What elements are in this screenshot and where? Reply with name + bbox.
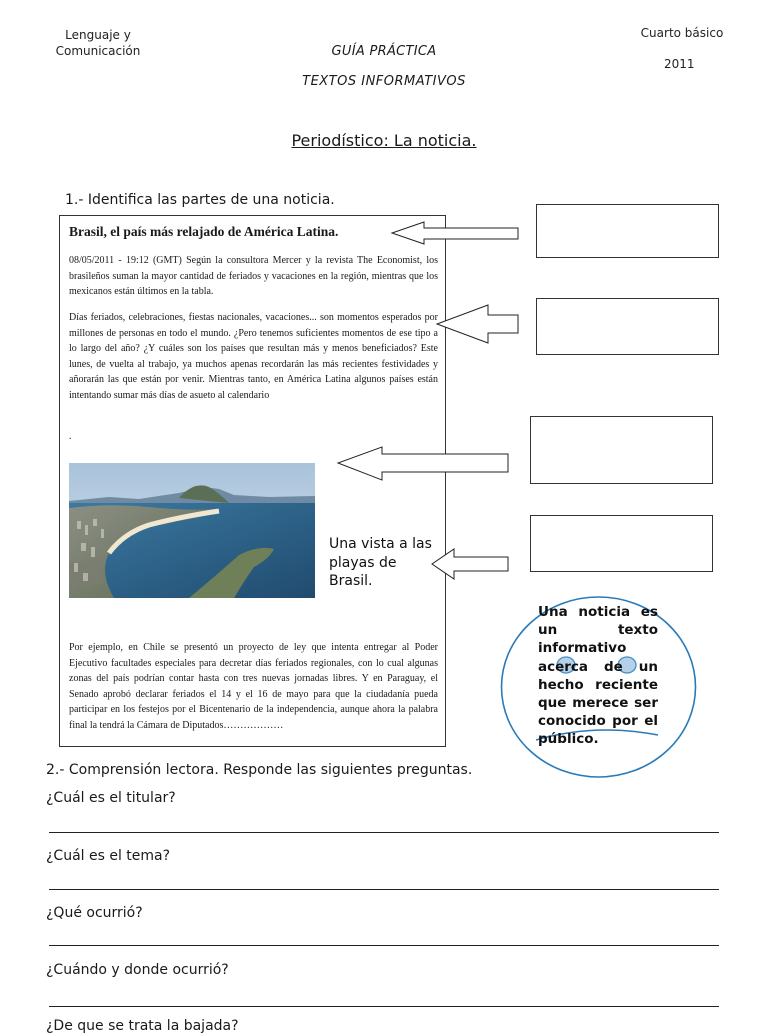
answer-line[interactable]	[49, 889, 719, 890]
news-headline: Brasil, el país más relajado de América Latina.	[69, 224, 339, 239]
news-body-paragraph: Días feriados, celebraciones, fiestas nacionales, vacaciones... son momentos esperados por millones de personas en todo el mundo. ¿Pero tenemos suficientes momentos de ese tipo a lo largo del año? ¿Y cuáles son los países que resultan más y menos beneficiados? Este lunes, de vuelta al trabajo, ya muchos apenas recordarán las más recientes festividades y añorarán las que están por venir. Mientras tanto, en América Latina algunos países están intentando sumar más días de asueto al calendario	[69, 312, 438, 401]
question-when-where: ¿Cuándo y donde ocurrió?	[46, 962, 229, 978]
answer-line[interactable]	[49, 832, 719, 833]
arrow-left-icon	[437, 305, 518, 343]
answer-line[interactable]	[49, 945, 719, 946]
grade-label: Cuarto básico	[640, 26, 724, 40]
guide-subtitle: TEXTOS INFORMATIVOS	[302, 74, 466, 89]
arrow-left-icon	[432, 549, 508, 579]
page-heading: Periodístico: La noticia.	[291, 131, 477, 150]
arrow-left-icon	[392, 222, 518, 244]
stray-dot: .	[69, 431, 72, 442]
photo-caption: Una vista a las playas de Brasil.	[329, 536, 432, 589]
section1-instruction: 1.- Identifica las partes de una noticia.	[65, 192, 335, 208]
answer-line[interactable]	[49, 1006, 719, 1007]
definition-text: Una noticia es un texto informativo acerca de un hecho reciente que merece ser conocido por el público.	[538, 604, 658, 748]
guide-title: GUÍA PRÁCTICA	[331, 44, 437, 59]
subject-label: Lenguaje y Comunicación	[55, 28, 141, 58]
year-label: 2011	[664, 57, 695, 71]
question-what: ¿Qué ocurrió?	[46, 905, 143, 921]
question-headline: ¿Cuál es el titular?	[46, 790, 176, 806]
news-lead: 08/05/2011 - 19:12 (GMT) Según la consultora Mercer y la revista The Economist, los brasileños suman la mayor cantidad de feriados y vacaciones en la región, mientras que los mexicanos están últimos en la tabla.	[69, 255, 438, 297]
news-body-paragraph-2: Por ejemplo, en Chile se presentó un proyecto de ley que intenta entregar al Poder Ejecutivo facultades especiales para decretar días feriados regionales, con lo cual algunas zonas del país podrían contar hasta con tres nuevas jornadas libres. Y en Paraguay, el Senado aprobó declarar feriados el 14 y el 16 de mayo para que la ciudadanía pueda participar en los festejos por el Bicentenario de la independencia, aunque ahora la palabra final la tendrá la Cámara de Diputados………………	[69, 642, 438, 731]
arrow-left-icon	[338, 447, 508, 480]
question-lead: ¿De que se trata la bajada?	[46, 1018, 239, 1034]
question-topic: ¿Cuál es el tema?	[46, 848, 171, 864]
section2-instruction: 2.- Comprensión lectora. Responde las siguientes preguntas.	[46, 762, 473, 778]
